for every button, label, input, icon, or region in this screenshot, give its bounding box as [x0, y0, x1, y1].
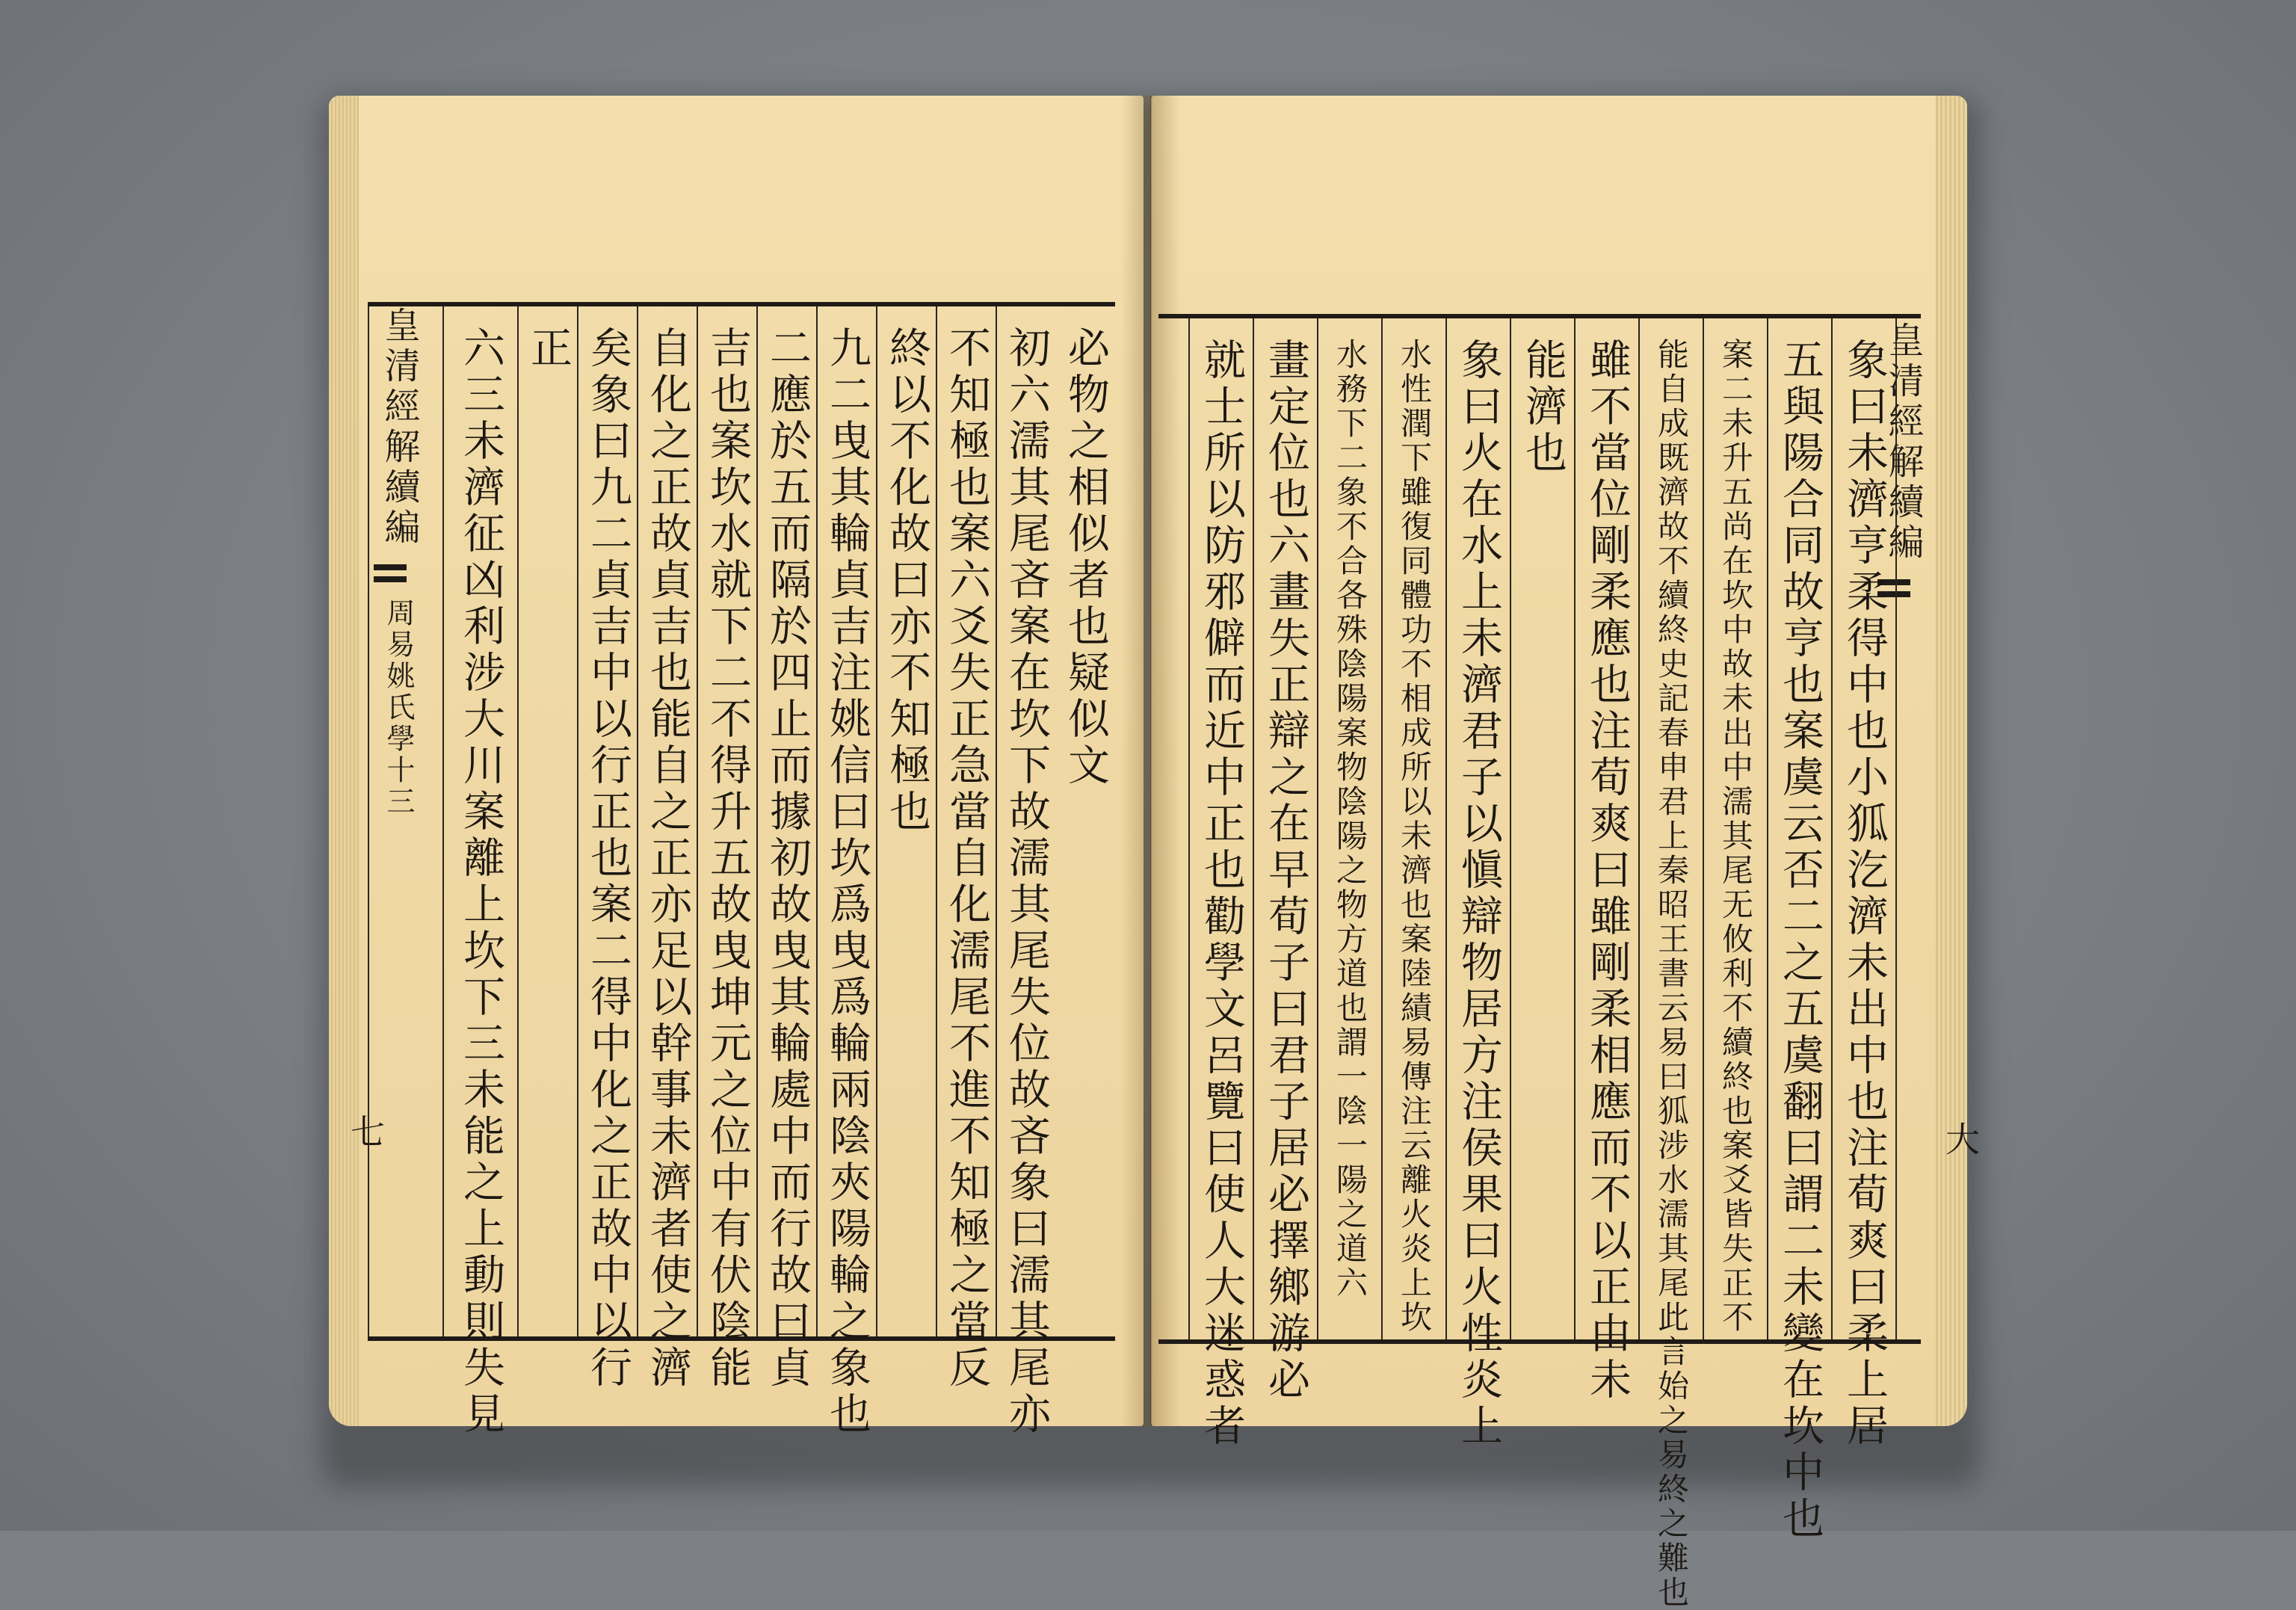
left-folio: 七 — [345, 1114, 386, 1148]
text-column: 九二曳其輪貞吉注姚信曰坎爲曳爲輪兩陰夾陽輪之象也 — [816, 306, 876, 1336]
text-column: 五與陽合同故亨也案虞云否二之五虞翻曰謂二未變在坎中也 — [1767, 318, 1831, 1339]
text-column: 能自成既濟故不續終史記春申君上秦昭王書云易曰狐涉水濡其尾此言始之易終之難也 — [1638, 318, 1703, 1339]
text-column: 吉也案坎水就下二不得升五故曳坤元之位中有伏陰能 — [697, 306, 756, 1336]
text-column: 自化之正故貞吉也能自之正亦足以幹事未濟者使之濟 — [637, 306, 697, 1336]
text-column: 二應於五而隔於四止而據初故曳其輪處中而行故曰貞 — [756, 306, 816, 1336]
text-column: 象曰未濟亨柔得中也小狐汔濟未出中也注荀爽曰柔上居 — [1831, 318, 1895, 1339]
right-margin-title: 皇清經解續編 — [1882, 321, 1924, 564]
text-column: 矣象曰九二貞吉中以行正也案二得中化之正故中以行 — [577, 306, 637, 1336]
text-column: 必物之相似者也疑似文 — [1061, 326, 1110, 789]
text-column: 畫定位也六畫失正辯之在早荀子曰君子居必擇鄉游必 — [1253, 318, 1317, 1339]
text-column: 象曰火在水上未濟君子以愼辯物居方注侯果曰火性炎上 — [1445, 318, 1510, 1339]
left-text-frame — [368, 302, 1115, 1438]
right-fore-edge — [1936, 96, 1967, 1426]
margin-column — [1895, 318, 1921, 1339]
text-column: 雖不當位剛柔應也注荀爽曰雖剛柔相應而不以正由未 — [1574, 318, 1638, 1339]
text-column: 就士所以防邪僻而近中正也勸學文呂覽曰使人大迷惑者 — [1188, 318, 1253, 1339]
text-column: 初六濡其尾吝案在坎下故濡其尾失位故吝象曰濡其尾亦 — [996, 306, 1055, 1336]
left-fore-edge — [329, 96, 359, 1426]
text-column: 能濟也 — [1510, 318, 1574, 1339]
text-column: 不知極也案六爻失正急當自化濡尾不進不知極之當反 — [936, 306, 996, 1336]
text-column: 水性潤下雖復同體功不相成所以未濟也案陸績易傳注云離火炎上坎 — [1381, 318, 1445, 1339]
text-column: 水務下二象不合各殊陰陽案物陰陽之物方道也謂一陰一陽之道六 — [1317, 318, 1381, 1339]
left-margin-subtitle: 周易姚氏學十三 — [382, 598, 415, 818]
text-column: 六三未濟征凶利涉大川案離上坎下三未能之上動則失見 — [442, 306, 517, 1336]
right-text-frame — [1158, 314, 1921, 1610]
text-column: 正 — [517, 306, 577, 1336]
text-column: 終以不化故曰亦不知極也 — [876, 306, 936, 1336]
margin-column — [368, 306, 442, 1336]
right-folio: 大 — [1940, 1121, 1981, 1156]
left-margin-title: 皇清經解續編 — [378, 306, 420, 549]
text-column: 案二未升五尚在坎中故未出中濡其尾无攸利不續終也案爻皆失正不 — [1703, 318, 1767, 1339]
